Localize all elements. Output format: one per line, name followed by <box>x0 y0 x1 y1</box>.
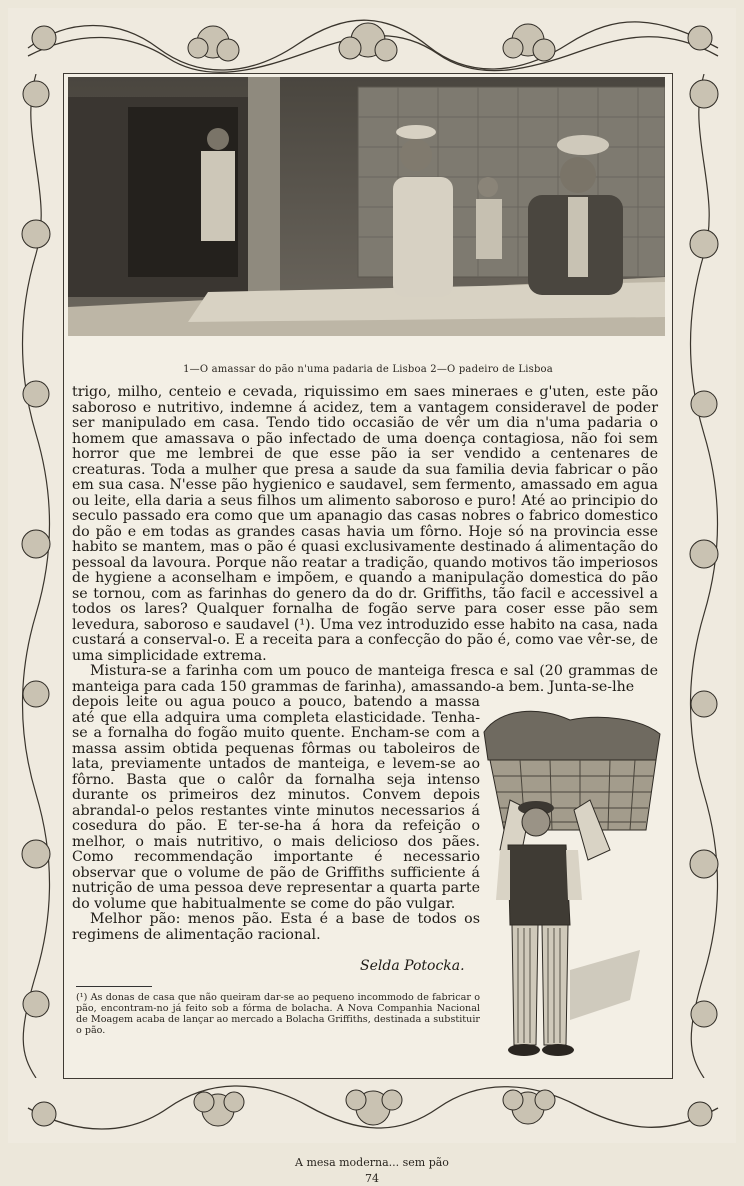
paragraph-4: Melhor pão: menos pão. Esta é a base de todos os regimens de alimentação racional. <box>72 911 480 943</box>
ornamental-border-right <box>672 74 736 1078</box>
ornamental-border-bottom <box>8 1078 736 1143</box>
paragraph-2: Mistura-se a farinha com um pouco de manteiga fresca e sal (20 grammas de manteiga para cada 150 grammas de farinha), amassando-a bem. Junta-se-lhe <box>72 663 658 695</box>
footnote-divider <box>76 986 152 987</box>
author-signature: Selda Potocka. <box>360 958 465 974</box>
baker-with-basket-photo <box>470 700 670 1070</box>
ornamental-border-top <box>8 8 736 74</box>
photo-caption: 1—O amassar do pão n'uma padaria de Lisboa 2—O padeiro de Lisboa <box>183 364 553 375</box>
ornamental-border-left <box>8 74 64 1078</box>
bakery-photo <box>68 77 665 336</box>
page-footer: A mesa moderna... sem pão <box>295 1156 449 1169</box>
paragraph-1: trigo, milho, centeio e cevada, riquissimo em saes mineraes e g'uten, este pão saboroso e nutritivo, indemne á acidez, tem a vantagem consideravel de poder ser manipulado em casa. Tendo tido occasião de vêr um dia n'uma padaria o homem que amassava o pão infectado de uma doença contagiosa, não foi sem horror que me lembrei de que esse pão ia ser vendido a centenares de creaturas. Toda a mulher que presa a saude da sua familia devia fabricar o pão em sua casa. N'esse pão hygienico e saudavel, sem fermento, amassado em agua ou leite, ella daria a seus filhos um alimento saboroso e puro! Até ao principio do seculo passado era como que um apanagio das casas nobres o fabrico domestico do pão e em todas as grandes casas havia um fôrno. Hoje só na provincia esse habito se mantem, mas o pão é quasi exclusivamente destinado á alimentação do pessoal da lavoura. Porque não reatar a tradição, quando motivos tão imperiosos de hygiene a aconselham e impõem, e quando a manipulação domestica do pão se tornou, com as farinhas do genero da do dr. Griffiths, tão facil e accessivel a todos os lares? Qualquer fornalha de fogão serve para coser esse pão sem levedura, saboroso e saudavel (¹). Uma vez introduzido esse habito na casa, nada custará a conserval-o. E a receita para a confecção do pão é, como vae vêr-se, de uma simplicidade extrema. <box>72 384 658 664</box>
paragraph-3: depois leite ou agua pouco a pouco, batendo a massa até que ella adquira uma completa elasticidade. Tenha-se a fornalha do fogão muito quente. Encham-se com a massa assim obtida pequenas fôrmas ou taboleiros de lata, previamente untados de manteiga, e levem-se ao fôrno. Basta que o calôr da fornalha seja intenso durante os primeiros dez minutos. Convem depois abrandal-o pelos restantes vinte minutos necessarios á cosedura do pão. E ter-se-ha á hora da refeição o melhor, o mais nutritivo, o mais delicioso dos pães. Como recommendação importante é necessario observar que o volume de pão de Griffiths sufficiente á nutrição de uma pessoa deve representar a quarta parte do volume que habitualmente se come do pão vulgar. <box>72 694 480 912</box>
page-number: 74 <box>365 1172 379 1185</box>
footnote: (¹) As donas de casa que não queiram dar-se ao pequeno incommodo de fabricar o pão, encontram-no já feito sob a fórma de bolacha. A Nova Companhia Nacional de Moagem acaba de lançar ao mercado a Bolacha Griffiths, destinada a substituir o pão. <box>76 992 480 1036</box>
